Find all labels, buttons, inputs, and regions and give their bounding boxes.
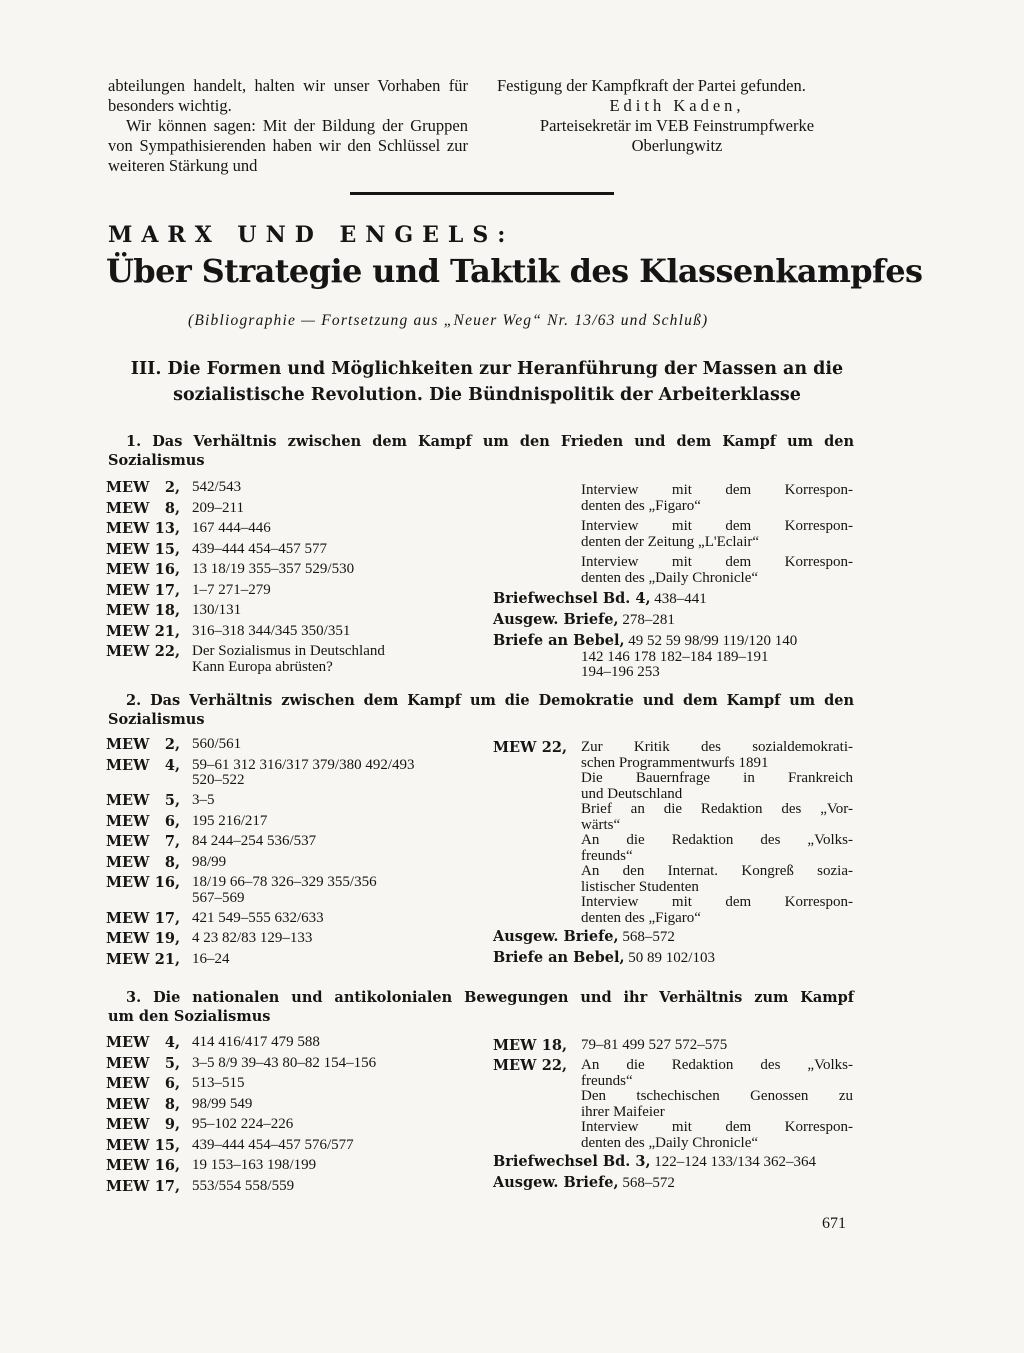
work-title-line: Die Bauernfrage in Frankreich (581, 770, 853, 786)
mew-pages: 95–102 224–226 (192, 1116, 294, 1132)
reference-pages: 438–441 (654, 591, 707, 607)
mew-pages: 1–7 271–279 (192, 581, 271, 598)
work-title-line: freunds“ (581, 1072, 633, 1089)
mew-pages: 98/99 (192, 853, 227, 870)
mew-volume: 8, (164, 853, 180, 871)
intro-paragraph: Wir können sagen: Mit der Bildung der Gruppen von Sympathisierenden haben wir den Schlüssel zur weiteren Stärkung und (108, 116, 468, 175)
mew-pages: 439–444 454–457 576/577 (192, 1136, 354, 1153)
mew-label: MEW (106, 1116, 150, 1133)
mew-pages: 316–318 344/345 350/351 (192, 622, 351, 639)
work-title-line: denten des „Daily Chronicle“ (581, 1134, 759, 1151)
mew-entry (106, 583, 461, 599)
mew-volume: 22, (154, 643, 180, 660)
mew-pages (192, 644, 461, 675)
mew-label: MEW (106, 874, 150, 891)
intro-paragraph: Festigung der Kampfkraft der Partei gefunden. (497, 76, 806, 95)
mew-volume: 16, (154, 874, 180, 891)
work-title-line: Den tschechischen Genossen zu (581, 1088, 853, 1104)
work-title-line: Zur Kritik des sozialdemokrati- (581, 739, 853, 755)
work-title (581, 555, 853, 586)
continued-works (581, 483, 853, 586)
section-2-left-column (106, 737, 461, 972)
work-title (581, 1120, 853, 1151)
section-heading-line: 1. Das Verhältnis zwischen dem Kampf um den Frieden und dem Kampf um den (126, 433, 854, 450)
chapter-heading (112, 356, 862, 408)
pages-line: 18/19 66–78 326–329 355/356 (192, 874, 377, 890)
reference-label: Ausgew. Briefe, (493, 611, 619, 628)
reference-label: Briefe an Bebel, (493, 632, 625, 649)
intro-left-column (108, 76, 468, 176)
reference-entry (493, 929, 853, 946)
reference-label: Briefe an Bebel, (493, 949, 625, 966)
mew-label: MEW (106, 1034, 150, 1051)
work-title-line: An die Redaktion des „Volks- (581, 832, 853, 848)
reference-entry (493, 950, 853, 967)
mew-label: MEW (106, 756, 150, 774)
mew-entry (493, 740, 853, 926)
mew-entry (106, 875, 461, 906)
mew-pages: 421 549–555 632/633 (192, 909, 324, 926)
work-title-line: freunds“ (581, 847, 633, 864)
mew-volume: 4, (164, 1034, 180, 1051)
work-title-line: An den Internat. Kongreß sozia- (581, 863, 853, 879)
mew-label: MEW (106, 479, 150, 496)
pages-line: 520–522 (192, 772, 245, 788)
reference-entry (493, 612, 853, 629)
mew-label: MEW (493, 739, 537, 756)
mew-volume: 9, (164, 1116, 180, 1133)
mew-volume: 21, (154, 950, 180, 968)
section-heading-line: Sozialismus (108, 711, 205, 728)
mew-pages: 553/554 558/559 (192, 1177, 295, 1194)
mew-label: MEW (493, 1037, 537, 1054)
work-title-line: denten des „Figaro“ (581, 497, 701, 514)
work-title (581, 1089, 853, 1120)
page-number: 671 (822, 1215, 846, 1232)
mew-volume: 15, (154, 540, 180, 558)
mew-label: MEW (106, 1075, 150, 1092)
section-3-left-column (106, 1035, 461, 1199)
work-title (581, 740, 853, 771)
mew-label: MEW (106, 622, 150, 640)
work-title (581, 519, 853, 550)
mew-volume: 15, (154, 1136, 180, 1154)
section-2-right-column (493, 740, 853, 971)
section-1-right-column (493, 483, 853, 685)
mew-entry (106, 931, 461, 947)
mew-volume: 22, (541, 739, 567, 756)
mew-entry (106, 1076, 461, 1092)
mew-label: MEW (106, 1095, 150, 1113)
section-1-left-column (106, 480, 461, 680)
mew-entry (106, 562, 461, 578)
reference-pages: 568–572 (622, 929, 675, 945)
mew-label: MEW (106, 1136, 150, 1154)
mew-volume: 13, (154, 520, 180, 537)
mew-pages: 414 416/417 479 588 (192, 1034, 320, 1050)
work-title (581, 895, 853, 926)
mew-pages: 84 244–254 536/537 (192, 833, 317, 849)
mew-pages: 560/561 (192, 736, 242, 752)
mew-entry (493, 1038, 853, 1054)
mew-label: MEW (106, 909, 150, 927)
mew-entry (106, 1158, 461, 1174)
work-title-line: Interview mit dem Korrespon- (581, 894, 853, 910)
mew-works (581, 1058, 853, 1151)
section-heading-line: Sozialismus (108, 452, 205, 469)
chapter-heading-line: sozialistische Revolution. Die Bündnispolitik der Arbeiterklasse (173, 385, 801, 405)
mew-entry (106, 1035, 461, 1051)
mew-label: MEW (106, 520, 150, 537)
mew-pages: 79–81 499 527 572–575 (581, 1037, 728, 1053)
section-3-heading (108, 988, 854, 1026)
mew-volume: 8, (164, 1095, 180, 1113)
mew-volume: 16, (154, 1157, 180, 1174)
reference-pages: 49 52 59 98/99 119/120 140 (628, 633, 798, 649)
work-title (581, 771, 853, 802)
section-3-right-column (493, 1038, 853, 1196)
mew-label: MEW (106, 1177, 150, 1195)
mew-volume: 18, (154, 602, 180, 619)
work-title-line: denten der Zeitung „L'Eclair“ (581, 533, 760, 550)
work-title (581, 864, 853, 895)
work-title-line: Interview mit dem Korrespon- (581, 518, 853, 534)
mew-volume: 2, (164, 736, 180, 753)
mew-volume: 17, (154, 581, 180, 599)
reference-pages: 568–572 (622, 1175, 675, 1191)
mew-label: MEW (106, 792, 150, 809)
mew-pages: 16–24 (192, 950, 230, 967)
mew-label: MEW (493, 1057, 537, 1074)
mew-pages: 4 23 82/83 129–133 (192, 930, 313, 946)
work-title-line: ihrer Maifeier (581, 1103, 665, 1120)
mew-entry (106, 644, 461, 675)
intro-right-column (497, 76, 857, 156)
work-title-line: listischer Studenten (581, 878, 699, 895)
reference-label: Briefwechsel Bd. 3, (493, 1153, 651, 1170)
mew-entry (106, 814, 461, 830)
mew-label: MEW (106, 643, 150, 660)
mew-pages: 3–5 8/9 39–43 80–82 154–156 (192, 1054, 377, 1071)
article-title: Über Strategie und Taktik des Klassenkampfes (106, 252, 923, 290)
work-title-line: denten des „Figaro“ (581, 909, 701, 926)
mew-entry (106, 1056, 461, 1072)
work-title (581, 1058, 853, 1089)
mew-entry (106, 542, 461, 558)
mew-pages: 130/131 (192, 602, 242, 618)
reference-pages: 142 146 178 182–184 189–191 (581, 648, 769, 665)
mew-label: MEW (106, 736, 150, 753)
section-heading-line: 2. Das Verhältnis zwischen dem Kampf um die Demokratie und dem Kampf um den (126, 692, 854, 709)
mew-pages: 195 216/217 (192, 812, 268, 829)
mew-label: MEW (106, 581, 150, 599)
mew-label: MEW (106, 833, 150, 850)
mew-label: MEW (106, 561, 150, 578)
reference-pages: 50 89 102/103 (628, 950, 715, 966)
mew-entry (106, 1117, 461, 1133)
mew-label: MEW (106, 540, 150, 558)
mew-entry (106, 952, 461, 968)
mew-volume: 2, (164, 479, 180, 496)
mew-pages: 167 444–446 (192, 520, 271, 536)
mew-volume: 17, (154, 1177, 180, 1195)
mew-pages: 513–515 (192, 1075, 245, 1091)
intro-paragraph: abteilungen handelt, halten wir unser Vorhaben für besonders wichtig. (108, 76, 468, 115)
mew-volume: 22, (541, 1057, 567, 1074)
mew-label: MEW (106, 499, 150, 517)
reference-label: Ausgew. Briefe, (493, 928, 619, 945)
work-title-line: Interview mit dem Korrespon- (581, 482, 853, 498)
work-title: Der Sozialismus in Deutschland (192, 643, 385, 659)
work-title-line: Interview mit dem Korrespon- (581, 554, 853, 570)
work-title-line: An die Redaktion des „Volks- (581, 1057, 853, 1073)
mew-entry (106, 521, 461, 537)
mew-entry (106, 737, 461, 753)
reference-pages: 278–281 (622, 612, 675, 628)
work-title-line: wärts“ (581, 816, 621, 833)
mew-pages (192, 875, 461, 906)
section-2-heading (108, 691, 854, 729)
section-1-heading (108, 432, 854, 470)
mew-pages: 209–211 (192, 499, 244, 516)
mew-pages: 98/99 549 (192, 1095, 253, 1112)
mew-pages: 19 153–163 198/199 (192, 1157, 317, 1173)
chapter-heading-line: III. Die Formen und Möglichkeiten zur Heranführung der Massen an die (130, 359, 844, 379)
reference-label: Ausgew. Briefe, (493, 1174, 619, 1191)
mew-volume: 6, (164, 812, 180, 830)
article-subtitle: (Bibliographie — Fortsetzung aus „Neuer Weg“ Nr. 13/63 und Schluß) (188, 312, 709, 329)
author-affiliation: Parteisekretär im VEB Feinstrumpfwerke (539, 116, 815, 135)
mew-volume: 6, (164, 1075, 180, 1092)
mew-pages: 439–444 454–457 577 (192, 540, 327, 557)
mew-entry (106, 1179, 461, 1195)
mew-entry (493, 1058, 853, 1151)
article-kicker: MARX UND ENGELS: (108, 222, 515, 248)
mew-volume: 4, (164, 756, 180, 774)
mew-pages: 3–5 (192, 792, 215, 808)
section-heading-line: um den Sozialismus (108, 1008, 271, 1025)
mew-entry (106, 911, 461, 927)
mew-entry (106, 758, 461, 789)
work-title-line: Brief an die Redaktion des „Vor- (581, 801, 853, 817)
mew-label: MEW (106, 1054, 150, 1072)
reference-entry (493, 1175, 853, 1192)
work-title (581, 802, 853, 833)
mew-label: MEW (106, 1157, 150, 1174)
work-title-line: Interview mit dem Korrespon- (581, 1119, 853, 1135)
reference-entry (493, 591, 853, 608)
mew-label: MEW (106, 853, 150, 871)
mew-volume: 16, (154, 561, 180, 578)
section-divider (350, 192, 614, 195)
work-title-line: schen Programmentwurfs 1891 (581, 754, 769, 771)
mew-entry (106, 793, 461, 809)
reference-entry (493, 1154, 853, 1171)
mew-pages: 13 18/19 355–357 529/530 (192, 561, 355, 577)
author-location: Oberlungwitz (631, 136, 723, 155)
mew-entry (106, 603, 461, 619)
mew-label: MEW (106, 602, 150, 619)
mew-entry (106, 1138, 461, 1154)
work-title: Kann Europa abrüsten? (192, 658, 333, 675)
pages-line: 59–61 312 316/317 379/380 492/493 (192, 756, 415, 773)
mew-entry (106, 624, 461, 640)
mew-volume: 19, (154, 930, 180, 947)
mew-label: MEW (106, 812, 150, 830)
reference-entry (493, 633, 853, 681)
mew-volume: 5, (164, 792, 180, 809)
work-title-line: und Deutschland (581, 785, 683, 802)
mew-volume: 7, (164, 833, 180, 850)
work-title (581, 833, 853, 864)
mew-volume: 8, (164, 499, 180, 517)
mew-label: MEW (106, 950, 150, 968)
mew-volume: 18, (541, 1037, 567, 1054)
reference-pages: 194–196 253 (581, 664, 660, 680)
reference-pages: 122–124 133/134 362–364 (654, 1154, 816, 1170)
mew-entry (106, 501, 461, 517)
section-heading-line: 3. Die nationalen und antikolonialen Bewegungen und ihr Verhältnis zum Kampf (126, 989, 854, 1006)
author-signature: Edith Kaden, (609, 96, 745, 115)
work-title (581, 483, 853, 514)
mew-volume: 21, (154, 622, 180, 640)
mew-entry (106, 834, 461, 850)
mew-entry (106, 855, 461, 871)
mew-volume: 17, (154, 909, 180, 927)
mew-pages (192, 758, 461, 789)
mew-works (581, 740, 853, 926)
mew-label: MEW (106, 930, 150, 947)
mew-entry (106, 1097, 461, 1113)
mew-entry (106, 480, 461, 496)
work-title-line: denten des „Daily Chronicle“ (581, 569, 759, 586)
mew-pages: 542/543 (192, 479, 242, 495)
reference-label: Briefwechsel Bd. 4, (493, 590, 651, 607)
mew-volume: 5, (164, 1054, 180, 1072)
pages-line: 567–569 (192, 889, 245, 906)
